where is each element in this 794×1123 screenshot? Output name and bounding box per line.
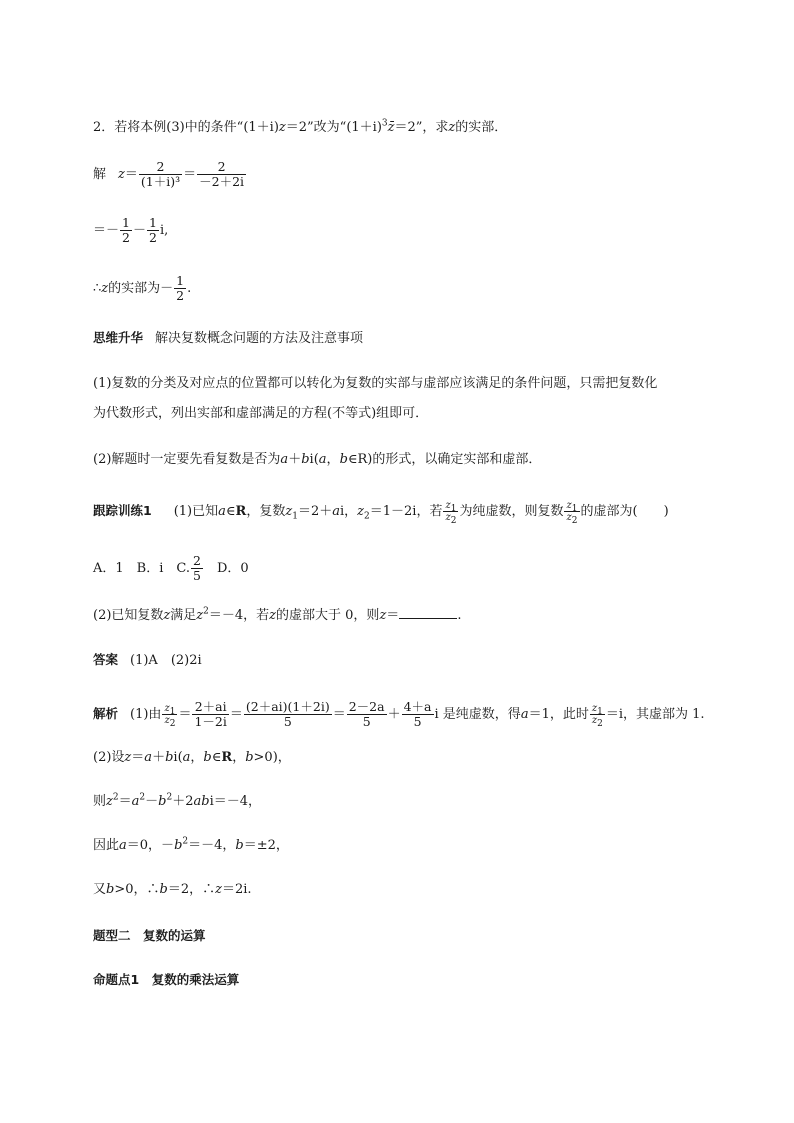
question-2: 2．若将本例(3)中的条件“(1＋i)z＝2”改为“$(1+i)^3z̄=2$”，求z的实部． <box>93 118 508 135</box>
solution-line-2: ＝－ $\frac{1}{2}$ － $\frac{1}{2}$ i, <box>93 215 169 245</box>
practice-question-1: 跟踪训练1 (1)已知a∈R，复数$z_1=2+ai$，$z_2=1-2i$，若 $\frac{z_1}{z_2}$ 为纯虚数，则复数 $\frac{z_1}{z_2}$ 的虚部为( ) <box>93 500 669 526</box>
section-title: 题型二 复数的运算 <box>93 928 206 943</box>
analysis-line-4: 因此a＝0，$-b^2=-4$，b＝±2， <box>93 836 289 853</box>
thinking-subtitle: 解决复数概念问题的方法及注意事项 <box>155 331 364 346</box>
thinking-point-1a: (1)复数的分类及对应点的位置都可以转化为复数的实部与虚部应该满足的条件问题，只需把复数化 <box>93 376 658 391</box>
analysis-line-5: 又b>0，∴b＝2，∴z＝2i. <box>93 882 252 897</box>
analysis-line-3: 则$z^2=a^2-b^2+2abi=-4$， <box>93 792 261 809</box>
section-subtitle: 命题点1 复数的乘法运算 <box>93 972 240 987</box>
thinking-title: 思维升华 <box>93 330 144 345</box>
answer-line: 答案 (1)A (2)2i <box>93 652 202 668</box>
analysis-line-1: 解析 (1)由 $\frac{z_1}{z_2}$ ＝ $\frac{2+ai}{1-2i}$ ＝ $\frac{(2+ai)(1+2i)}{5}$ ＝ $\frac{2-2a}{5}$ ＋ $\frac{4+a}{5}$ i 是纯虚数，得a＝1，此时 $\frac{z_1}{z_2}$ ＝i，其虚部为 1. <box>93 699 705 729</box>
practice-question-2: (2)已知复数z满足$z^2=-4$，若z的虚部大于 0，则z＝ . <box>93 606 462 623</box>
thinking-point-2: (2)解题时一定要先看复数是否为a＋bi(a，b∈R)的形式，以确定实部和虚部． <box>93 452 542 467</box>
practice-title: 跟踪训练1 <box>93 503 152 518</box>
fraction: $\frac{2}{-2+2i}$ <box>199 159 245 189</box>
solution-line-3: ∴z的实部为－ $\frac{1}{2}$ . <box>93 273 192 303</box>
practice-options: A．1 B．i C. $\frac{2}{5}$ D．0 <box>93 553 249 583</box>
solution-label: 解 <box>93 167 107 182</box>
fraction: $\frac{2}{\text{(1＋i)³}}$ <box>140 159 181 189</box>
solution-line-1: 解 z＝ $\frac{2}{\text{(1＋i)³}}$ ＝ $\frac{2}{-2+2i}$ <box>93 159 245 189</box>
thinking-heading <box>93 328 363 349</box>
thinking-point-1b: 为代数形式，列出实部和虚部满足的方程(不等式)组即可． <box>93 406 429 421</box>
analysis-label: 解析 <box>93 706 119 721</box>
answer-label: 答案 <box>93 652 119 667</box>
answer-blank <box>399 606 457 619</box>
analysis-line-2: (2)设z＝a＋bi(a，b∈R，b>0)， <box>93 750 291 765</box>
